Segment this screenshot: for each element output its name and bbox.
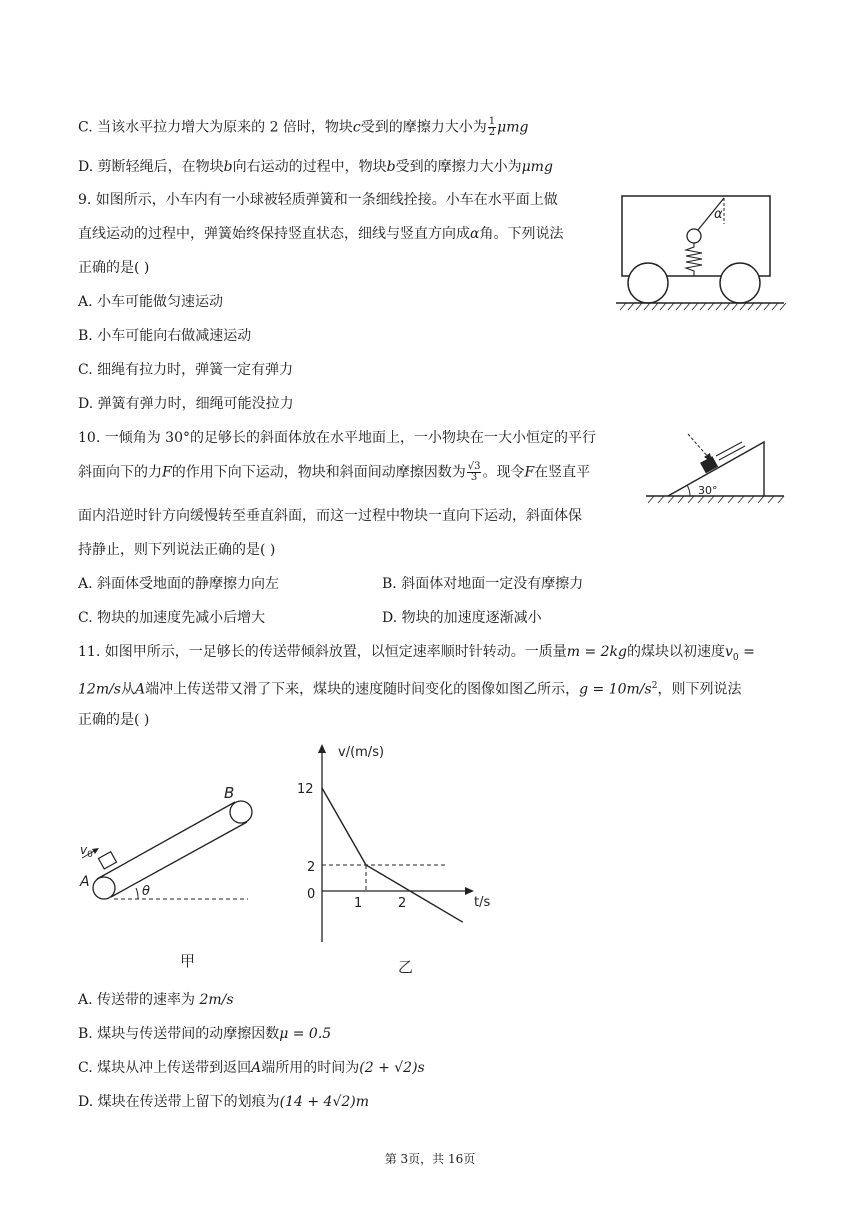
pulley-A <box>93 877 115 899</box>
q10-stem-line4: 持静止，则下列说法正确的是( ) <box>78 542 276 558</box>
q11-stem-line2: 12m/s从A端冲上传送带又滑了下来，煤块的速度随时间变化的图像如图乙所示，$g = 10m/s^2$，则下列说法 <box>78 681 742 698</box>
caption-yi: 乙 <box>398 958 414 976</box>
pulley-B <box>230 801 252 823</box>
q8-option-c: C. 当该水平拉力增大为原来的 2 倍时，物块c受到的摩擦力大小为 $\frac{1}{2}$ μmg <box>78 116 529 138</box>
q10-option-b: B. 斜面体对地面一定没有摩擦力 <box>382 576 584 592</box>
q11-vt-graph <box>290 740 490 980</box>
q10-option-a: A. 斜面体受地面的静摩擦力向左 <box>78 576 280 592</box>
label-B: B <box>224 784 235 802</box>
q10-stem-line2: 斜面向下的力F的作用下向下运动，物块和斜面间动摩擦因数为 $\frac{√3}{3}$ 。现令F在竖直平 <box>78 461 591 483</box>
q11-stem-line1: 11. 如图甲所示，一足够长的传送带倾斜放置，以恒定速率顺时针转动。一质量m = 2kg的煤块以初速度$v_0$ = <box>78 644 755 663</box>
ytick-12: 12 <box>297 782 314 797</box>
q9-option-a: A. 小车可能做匀速运动 <box>78 294 224 310</box>
ytick-2: 2 <box>307 860 316 875</box>
q9-option-d: D. 弹簧有弹力时，细绳可能没拉力 <box>78 396 294 412</box>
x-axis-arrowhead <box>465 887 474 895</box>
angle-label: 30° <box>698 484 718 497</box>
v0-arrowhead <box>92 848 99 854</box>
label-theta: θ <box>142 884 150 899</box>
q9-stem-line3: 正确的是( ) <box>78 260 150 276</box>
velocity-series-line <box>322 788 463 922</box>
q10-option-d: D. 物块的加速度逐渐减小 <box>382 610 542 626</box>
q11-option-c: C. 煤块从冲上传送带到返回A端所用的时间为(2 + √2)s <box>78 1060 425 1076</box>
wheel-left <box>628 263 668 303</box>
q10-stem-line1: 10. 一倾角为 30°的足够长的斜面体放在水平地面上，一小物块在一大小恒定的平行 <box>78 430 596 446</box>
caption-jia: 甲 <box>180 952 196 970</box>
ground-hatch <box>648 496 784 503</box>
q10-stem-line3: 面内沿逆时针方向缓慢转至垂直斜面，而这一过程中物块一直向下运动，斜面体保 <box>78 508 582 524</box>
alpha-label: α <box>714 207 723 222</box>
q11-stem-line3: 正确的是( ) <box>78 712 150 728</box>
y-axis-arrowhead <box>318 744 326 753</box>
x-axis-label: t/s <box>474 895 491 910</box>
angle-arc <box>687 485 690 496</box>
force-dashed-line <box>688 434 709 458</box>
coal-block <box>98 852 116 869</box>
q11-option-b: B. 煤块与传送带间的动摩擦因数μ = 0.5 <box>78 1026 332 1042</box>
q9-stem-line1: 9. 如图所示，小车内有一小球被轻质弹簧和一条细线拴接。小车在水平面上做 <box>78 192 558 208</box>
force-line-1 <box>716 442 742 456</box>
q9-stem-line2: 直线运动的过程中，弹簧始终保持竖直状态，细线与竖直方向成α角。下列说法 <box>78 226 564 242</box>
ytick-0: 0 <box>307 887 316 902</box>
label-v0: $v_0$ <box>80 843 93 860</box>
ground-hatch <box>620 303 786 310</box>
xtick-1: 1 <box>354 896 363 911</box>
spring <box>686 243 702 276</box>
q11-option-a: A. 传送带的速率为 2m/s <box>78 992 234 1008</box>
force-line-2 <box>719 446 745 460</box>
label-A: A <box>80 874 90 890</box>
y-axis-label: v/(m/s) <box>338 745 385 760</box>
q11-conveyor-figure <box>76 776 266 976</box>
q11-option-d: D. 煤块在传送带上留下的划痕为(14 + 4√2)m <box>78 1094 370 1110</box>
page-footer: 第 3页，共 16页 <box>384 1152 476 1166</box>
q8-option-d: D. 剪断轻绳后，在物块b向右运动的过程中，物块b受到的摩擦力大小为μmg <box>78 159 553 175</box>
q9-option-b: B. 小车可能向右做减速运动 <box>78 328 252 344</box>
xtick-2: 2 <box>398 896 407 911</box>
q10-incline-figure <box>640 428 790 510</box>
q10-option-c: C. 物块的加速度先减小后增大 <box>78 610 266 626</box>
ball <box>687 229 701 243</box>
theta-arc <box>136 888 138 899</box>
q9-cart-figure <box>612 190 792 315</box>
q9-option-c: C. 细绳有拉力时，弹簧一定有弹力 <box>78 362 294 378</box>
wheel-right <box>720 263 760 303</box>
